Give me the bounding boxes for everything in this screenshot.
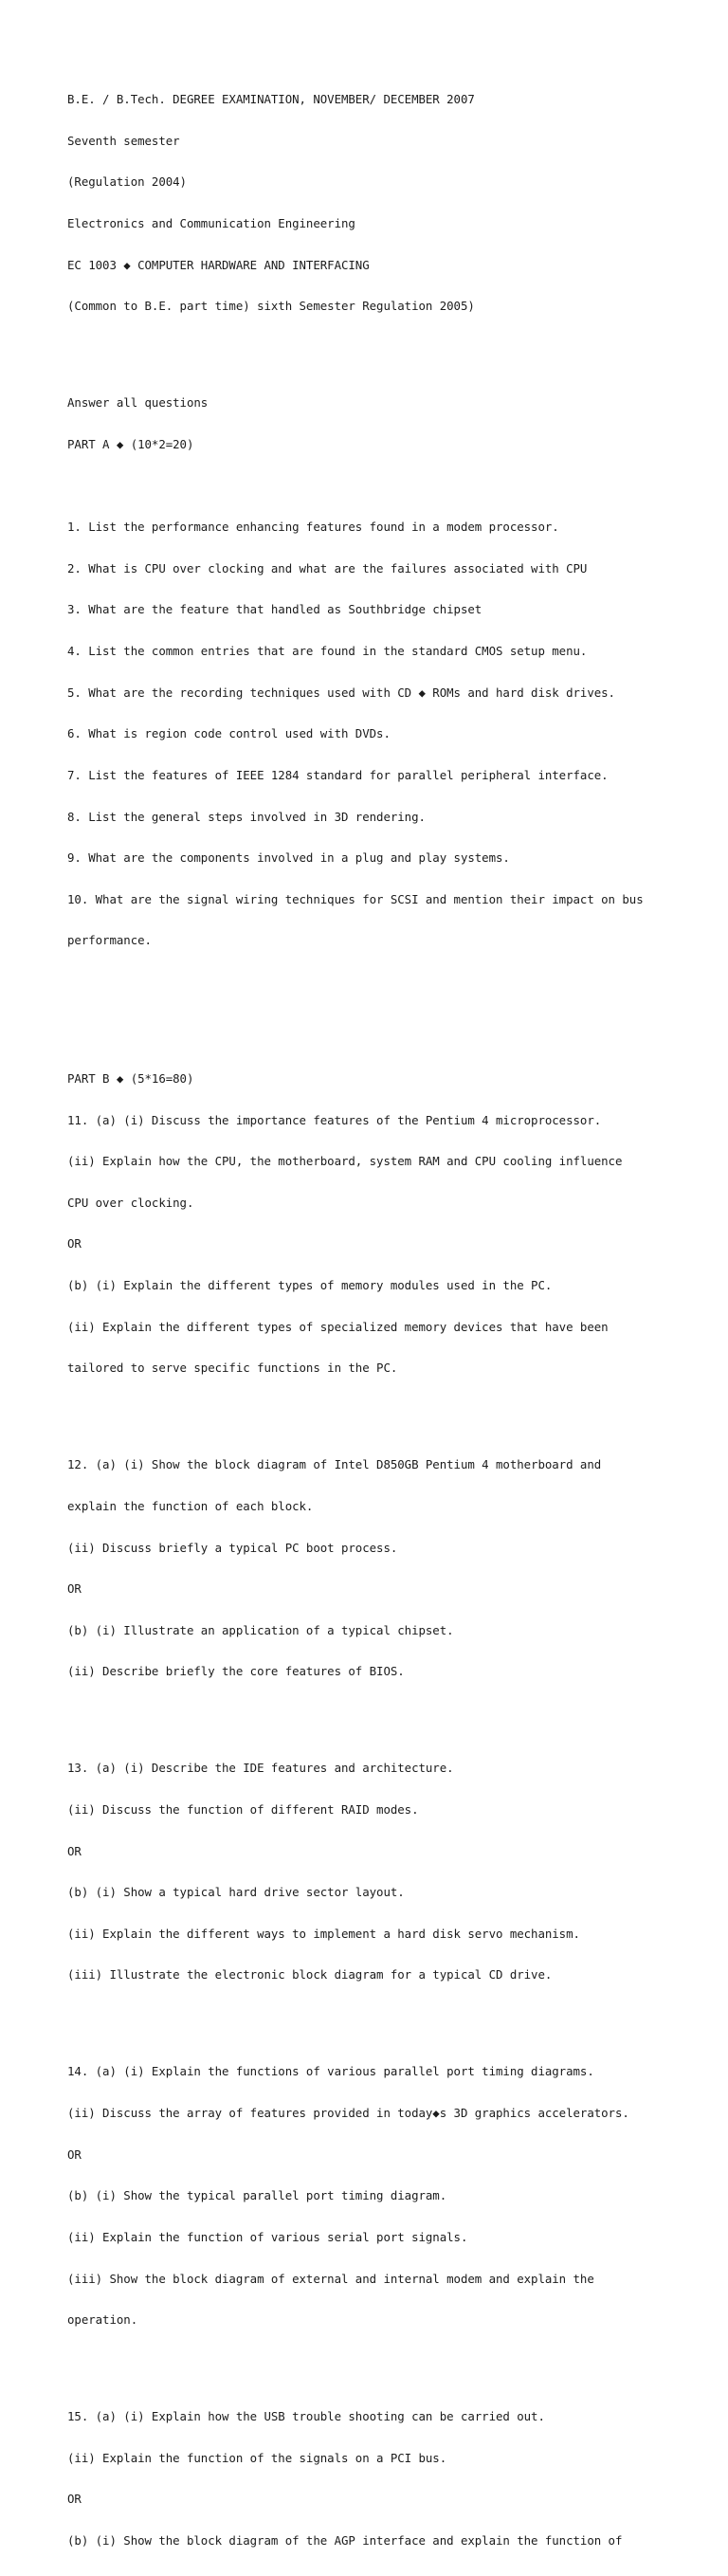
spacer xyxy=(67,1403,674,1417)
question-line: 13. (a) (i) Describe the IDE features and architecture. xyxy=(67,1761,454,1776)
question-line: (ii) Discuss the array of features provided in today◆s 3D graphics accelerators. xyxy=(67,2105,629,2120)
question-line: (b) (i) Show the block diagram of the AGP interface and explain the function of xyxy=(67,2532,623,2548)
course-line: EC 1003 ◆ COMPUTER HARDWARE AND INTERFACING xyxy=(67,257,370,272)
question-line: operation. xyxy=(67,2312,138,2328)
question-line: (ii) Discuss the function of different RAID modes. xyxy=(67,1801,419,1817)
question-line: 4. List the common entries that are found in the standard CMOS setup menu. xyxy=(67,643,588,658)
question-line: (ii) Explain the function of the signals on a PCI bus. xyxy=(67,2450,447,2465)
exam-title: B.E. / B.Tech. DEGREE EXAMINATION, NOVEMBER/ DECEMBER 2007 xyxy=(67,92,475,107)
question-line: (ii) Explain how the CPU, the motherboard, system RAM and CPU cooling influence xyxy=(67,1154,623,1169)
spacer xyxy=(67,2010,674,2024)
spacer xyxy=(67,2355,674,2369)
question-line: 10. What are the signal wiring techniques for SCSI and mention their impact on bus xyxy=(67,891,644,906)
exam-paper-text xyxy=(67,65,674,2576)
spacer xyxy=(67,479,674,493)
spacer xyxy=(67,1017,674,1032)
question-line: 7. List the features of IEEE 1284 standard for parallel peripheral interface. xyxy=(67,767,609,782)
question-line: (b) (i) Show the typical parallel port timing diagram. xyxy=(67,2188,447,2203)
spacer xyxy=(67,341,674,356)
question-line: 6. What is region code control used with DVDs. xyxy=(67,726,391,741)
or-separator: OR xyxy=(67,1236,82,1251)
or-separator: OR xyxy=(67,1843,82,1858)
question-line: (iii) Illustrate the electronic block diagram for a typical CD drive. xyxy=(67,1967,553,1982)
spacer xyxy=(67,1707,674,1721)
question-line: 5. What are the recording techniques used with CD ◆ ROMs and hard disk drives. xyxy=(67,685,615,700)
question-line: 3. What are the feature that handled as Southbridge chipset xyxy=(67,602,482,617)
question-line: (ii) Discuss briefly a typical PC boot process. xyxy=(67,1540,398,1555)
question-line: 11. (a) (i) Discuss the importance features of the Pentium 4 microprocessor. xyxy=(67,1112,602,1127)
or-separator: OR xyxy=(67,1581,82,1597)
question-line: 1. List the performance enhancing features found in a modem processor. xyxy=(67,520,559,535)
question-line: (ii) Explain the different types of specialized memory devices that have been xyxy=(67,1319,609,1334)
department-line: Electronics and Communication Engineering xyxy=(67,216,355,231)
question-line: tailored to serve specific functions in the PC. xyxy=(67,1361,398,1376)
common-to-line: (Common to B.E. part time) sixth Semester Regulation 2005) xyxy=(67,299,475,314)
semester-line: Seventh semester xyxy=(67,133,180,148)
question-line: 9. What are the components involved in a plug and play systems. xyxy=(67,850,510,866)
or-separator: OR xyxy=(67,2147,82,2162)
question-line: (b) (i) Explain the different types of memory modules used in the PC. xyxy=(67,1278,553,1293)
question-line: explain the function of each block. xyxy=(67,1498,314,1513)
question-line: 12. (a) (i) Show the block diagram of Intel D850GB Pentium 4 motherboard and xyxy=(67,1457,602,1472)
question-line: (ii) Explain the function of various serial port signals. xyxy=(67,2229,468,2244)
instruction-line: Answer all questions xyxy=(67,395,209,411)
part-b-heading: PART B ◆ (5*16=80) xyxy=(67,1070,194,1086)
question-line: performance. xyxy=(67,933,152,948)
question-line: 15. (a) (i) Explain how the USB trouble shooting can be carried out. xyxy=(67,2408,545,2423)
question-line: (iii) Show the block diagram of external and internal modem and explain the xyxy=(67,2271,594,2286)
question-line: (b) (i) Show a typical hard drive sector layout. xyxy=(67,1885,405,1900)
question-line: (b) (i) Illustrate an application of a typical chipset. xyxy=(67,1622,454,1637)
question-line: 8. List the general steps involved in 3D rendering. xyxy=(67,809,426,824)
or-separator: OR xyxy=(67,2492,82,2507)
regulation-line: (Regulation 2004) xyxy=(67,174,187,190)
question-line: CPU over clocking. xyxy=(67,1195,194,1210)
part-a-heading: PART A ◆ (10*2=20) xyxy=(67,436,194,451)
spacer xyxy=(67,976,674,990)
question-line: (ii) Describe briefly the core features of BIOS. xyxy=(67,1664,405,1679)
question-line: 2. What is CPU over clocking and what are the failures associated with CPU xyxy=(67,560,588,575)
question-line: 14. (a) (i) Explain the functions of various parallel port timing diagrams. xyxy=(67,2064,594,2079)
question-line: (ii) Explain the different ways to implement a hard disk servo mechanism. xyxy=(67,1926,580,1941)
